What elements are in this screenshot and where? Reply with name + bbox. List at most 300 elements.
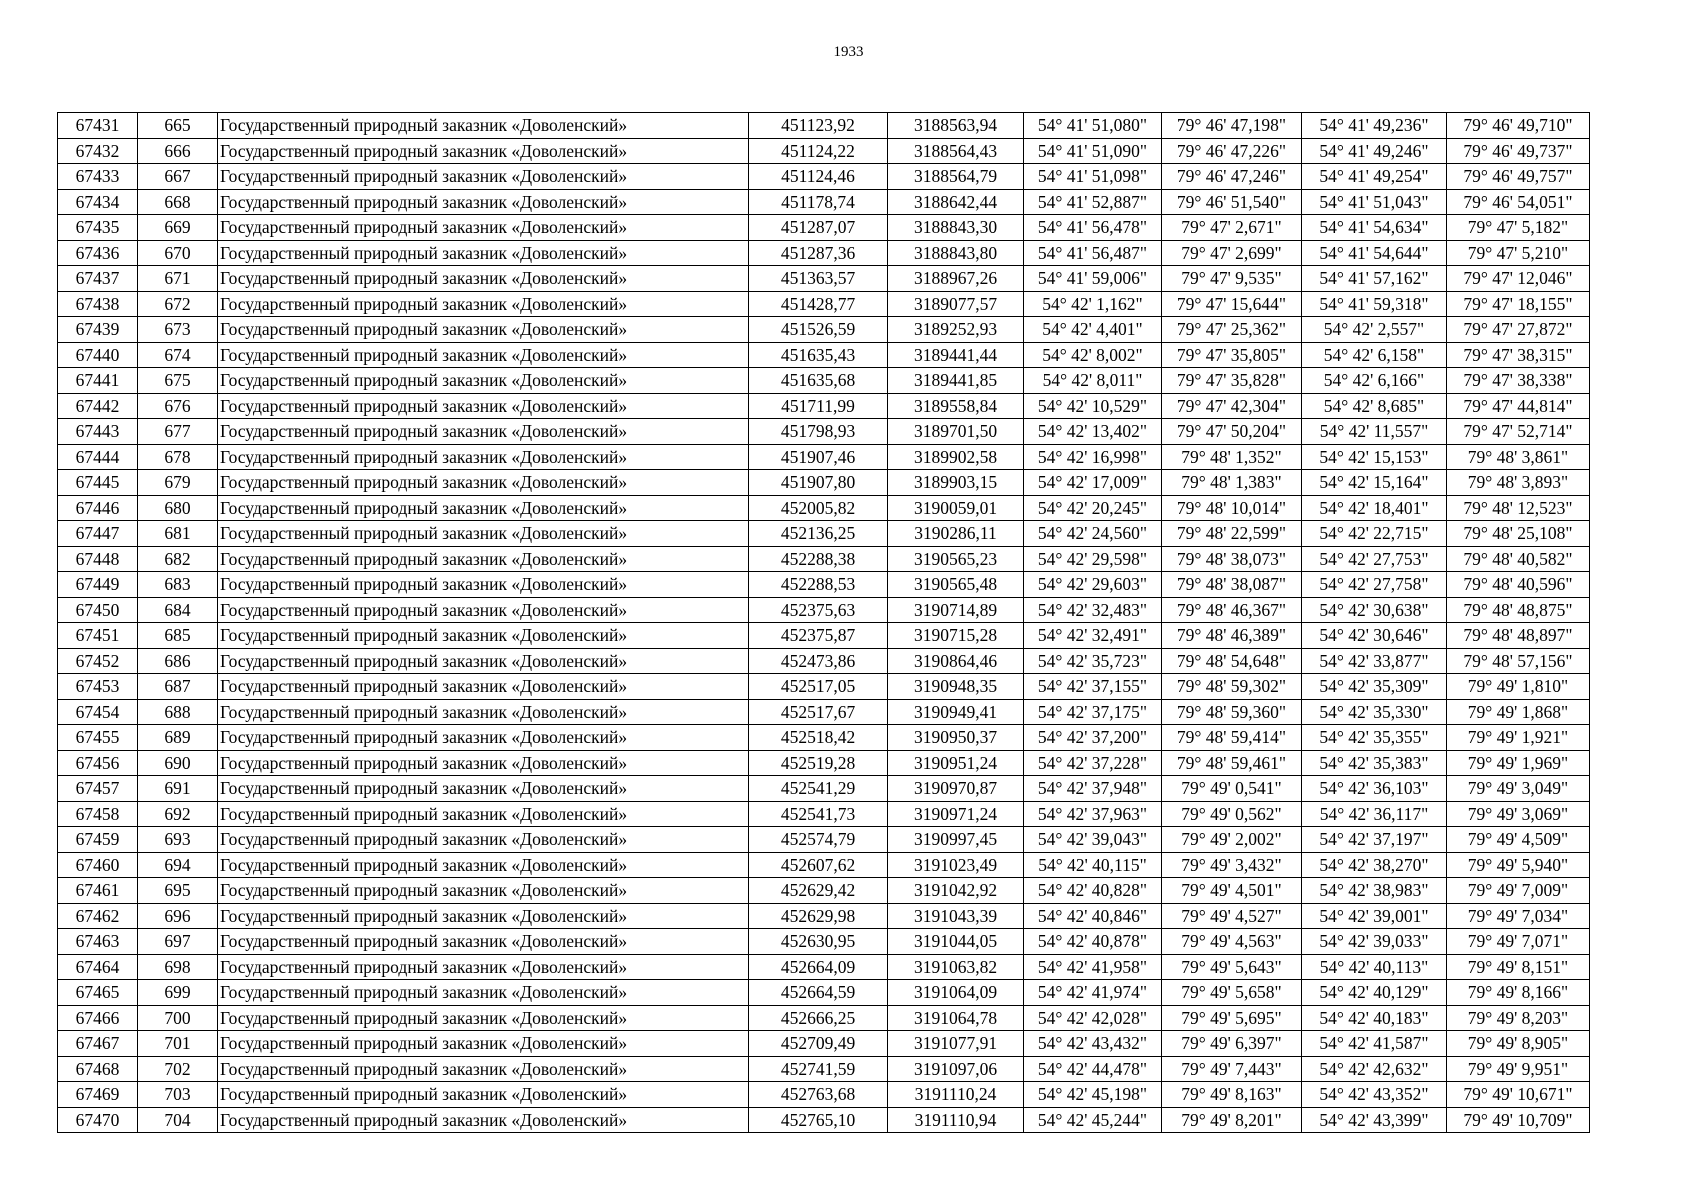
latitude-2-cell: 54° 41' 54,644" (1302, 240, 1447, 266)
area-name-cell: Государственный природный заказник «Доволенский» (218, 776, 749, 802)
x-coordinate-cell: 452375,63 (749, 597, 888, 623)
table-row (58, 699, 1590, 725)
latitude-1-cell: 54° 42' 40,878" (1024, 929, 1162, 955)
longitude-1-cell: 79° 48' 22,599" (1162, 521, 1302, 547)
x-coordinate-cell: 452517,67 (749, 699, 888, 725)
point-number-cell: 681 (138, 521, 218, 547)
point-number-cell: 666 (138, 138, 218, 164)
latitude-1-cell: 54° 41' 56,487" (1024, 240, 1162, 266)
longitude-2-cell: 79° 47' 52,714" (1447, 419, 1590, 445)
longitude-2-cell: 79° 49' 8,166" (1447, 980, 1590, 1006)
record-id-cell: 67458 (58, 801, 138, 827)
area-name-cell: Государственный природный заказник «Доволенский» (218, 623, 749, 649)
x-coordinate-cell: 452629,98 (749, 903, 888, 929)
table-row (58, 368, 1590, 394)
record-id-cell: 67441 (58, 368, 138, 394)
table-row (58, 954, 1590, 980)
table-row (58, 495, 1590, 521)
record-id-cell: 67431 (58, 113, 138, 139)
longitude-1-cell: 79° 48' 54,648" (1162, 648, 1302, 674)
y-coordinate-cell: 3190948,35 (888, 674, 1024, 700)
table-row (58, 444, 1590, 470)
area-name-cell: Государственный природный заказник «Доволенский» (218, 495, 749, 521)
latitude-2-cell: 54° 42' 11,557" (1302, 419, 1447, 445)
record-id-cell: 67452 (58, 648, 138, 674)
longitude-1-cell: 79° 48' 38,073" (1162, 546, 1302, 572)
longitude-2-cell: 79° 46' 54,051" (1447, 189, 1590, 215)
longitude-1-cell: 79° 47' 35,805" (1162, 342, 1302, 368)
point-number-cell: 693 (138, 827, 218, 853)
record-id-cell: 67466 (58, 1005, 138, 1031)
point-number-cell: 677 (138, 419, 218, 445)
point-number-cell: 694 (138, 852, 218, 878)
latitude-1-cell: 54° 42' 45,244" (1024, 1107, 1162, 1133)
latitude-1-cell: 54° 42' 17,009" (1024, 470, 1162, 496)
point-number-cell: 692 (138, 801, 218, 827)
latitude-1-cell: 54° 42' 29,598" (1024, 546, 1162, 572)
latitude-1-cell: 54° 41' 56,478" (1024, 215, 1162, 241)
area-name-cell: Государственный природный заказник «Доволенский» (218, 674, 749, 700)
area-name-cell: Государственный природный заказник «Доволенский» (218, 699, 749, 725)
record-id-cell: 67459 (58, 827, 138, 853)
area-name-cell: Государственный природный заказник «Доволенский» (218, 470, 749, 496)
latitude-2-cell: 54° 42' 39,033" (1302, 929, 1447, 955)
record-id-cell: 67437 (58, 266, 138, 292)
point-number-cell: 690 (138, 750, 218, 776)
point-number-cell: 679 (138, 470, 218, 496)
latitude-1-cell: 54° 42' 44,478" (1024, 1056, 1162, 1082)
area-name-cell: Государственный природный заказник «Доволенский» (218, 903, 749, 929)
y-coordinate-cell: 3189441,85 (888, 368, 1024, 394)
latitude-1-cell: 54° 42' 40,828" (1024, 878, 1162, 904)
area-name-cell: Государственный природный заказник «Доволенский» (218, 266, 749, 292)
latitude-2-cell: 54° 42' 37,197" (1302, 827, 1447, 853)
latitude-1-cell: 54° 42' 37,155" (1024, 674, 1162, 700)
y-coordinate-cell: 3190565,48 (888, 572, 1024, 598)
latitude-1-cell: 54° 42' 45,198" (1024, 1082, 1162, 1108)
table-row (58, 317, 1590, 343)
longitude-1-cell: 79° 48' 1,352" (1162, 444, 1302, 470)
point-number-cell: 689 (138, 725, 218, 751)
longitude-2-cell: 79° 49' 1,868" (1447, 699, 1590, 725)
table-row (58, 623, 1590, 649)
y-coordinate-cell: 3188843,30 (888, 215, 1024, 241)
x-coordinate-cell: 452541,73 (749, 801, 888, 827)
longitude-2-cell: 79° 49' 7,071" (1447, 929, 1590, 955)
area-name-cell: Государственный природный заказник «Доволенский» (218, 572, 749, 598)
record-id-cell: 67444 (58, 444, 138, 470)
x-coordinate-cell: 452666,25 (749, 1005, 888, 1031)
longitude-2-cell: 79° 49' 10,671" (1447, 1082, 1590, 1108)
latitude-1-cell: 54° 42' 32,491" (1024, 623, 1162, 649)
y-coordinate-cell: 3189558,84 (888, 393, 1024, 419)
longitude-2-cell: 79° 49' 7,009" (1447, 878, 1590, 904)
y-coordinate-cell: 3190997,45 (888, 827, 1024, 853)
latitude-1-cell: 54° 42' 40,115" (1024, 852, 1162, 878)
x-coordinate-cell: 451526,59 (749, 317, 888, 343)
x-coordinate-cell: 452664,59 (749, 980, 888, 1006)
latitude-2-cell: 54° 41' 54,634" (1302, 215, 1447, 241)
longitude-1-cell: 79° 46' 47,226" (1162, 138, 1302, 164)
latitude-2-cell: 54° 42' 8,685" (1302, 393, 1447, 419)
point-number-cell: 685 (138, 623, 218, 649)
latitude-1-cell: 54° 42' 8,011" (1024, 368, 1162, 394)
x-coordinate-cell: 451711,99 (749, 393, 888, 419)
table-row (58, 980, 1590, 1006)
longitude-1-cell: 79° 46' 47,198" (1162, 113, 1302, 139)
table-row (58, 878, 1590, 904)
longitude-1-cell: 79° 49' 8,201" (1162, 1107, 1302, 1133)
latitude-1-cell: 54° 42' 41,974" (1024, 980, 1162, 1006)
record-id-cell: 67446 (58, 495, 138, 521)
area-name-cell: Государственный природный заказник «Доволенский» (218, 189, 749, 215)
record-id-cell: 67470 (58, 1107, 138, 1133)
y-coordinate-cell: 3189077,57 (888, 291, 1024, 317)
record-id-cell: 67435 (58, 215, 138, 241)
record-id-cell: 67433 (58, 164, 138, 190)
area-name-cell: Государственный природный заказник «Доволенский» (218, 1005, 749, 1031)
longitude-2-cell: 79° 49' 8,905" (1447, 1031, 1590, 1057)
area-name-cell: Государственный природный заказник «Доволенский» (218, 215, 749, 241)
table-row (58, 240, 1590, 266)
longitude-2-cell: 79° 49' 8,151" (1447, 954, 1590, 980)
record-id-cell: 67467 (58, 1031, 138, 1057)
latitude-1-cell: 54° 42' 1,162" (1024, 291, 1162, 317)
point-number-cell: 674 (138, 342, 218, 368)
y-coordinate-cell: 3190951,24 (888, 750, 1024, 776)
longitude-1-cell: 79° 49' 5,658" (1162, 980, 1302, 1006)
x-coordinate-cell: 451178,74 (749, 189, 888, 215)
point-number-cell: 704 (138, 1107, 218, 1133)
longitude-1-cell: 79° 49' 5,643" (1162, 954, 1302, 980)
record-id-cell: 67450 (58, 597, 138, 623)
record-id-cell: 67445 (58, 470, 138, 496)
longitude-2-cell: 79° 48' 3,893" (1447, 470, 1590, 496)
point-number-cell: 668 (138, 189, 218, 215)
longitude-1-cell: 79° 47' 35,828" (1162, 368, 1302, 394)
x-coordinate-cell: 452741,59 (749, 1056, 888, 1082)
area-name-cell: Государственный природный заказник «Доволенский» (218, 138, 749, 164)
point-number-cell: 676 (138, 393, 218, 419)
longitude-2-cell: 79° 47' 18,155" (1447, 291, 1590, 317)
latitude-1-cell: 54° 42' 37,200" (1024, 725, 1162, 751)
table-row (58, 138, 1590, 164)
point-number-cell: 697 (138, 929, 218, 955)
area-name-cell: Государственный природный заказник «Доволенский» (218, 1031, 749, 1057)
latitude-1-cell: 54° 41' 51,098" (1024, 164, 1162, 190)
longitude-2-cell: 79° 48' 40,596" (1447, 572, 1590, 598)
point-number-cell: 672 (138, 291, 218, 317)
point-number-cell: 686 (138, 648, 218, 674)
longitude-1-cell: 79° 48' 59,461" (1162, 750, 1302, 776)
area-name-cell: Государственный природный заказник «Доволенский» (218, 648, 749, 674)
y-coordinate-cell: 3191064,78 (888, 1005, 1024, 1031)
latitude-1-cell: 54° 42' 37,963" (1024, 801, 1162, 827)
latitude-2-cell: 54° 42' 27,758" (1302, 572, 1447, 598)
area-name-cell: Государственный природный заказник «Доволенский» (218, 878, 749, 904)
y-coordinate-cell: 3191023,49 (888, 852, 1024, 878)
latitude-1-cell: 54° 42' 13,402" (1024, 419, 1162, 445)
x-coordinate-cell: 452574,79 (749, 827, 888, 853)
latitude-1-cell: 54° 42' 10,529" (1024, 393, 1162, 419)
latitude-2-cell: 54° 41' 49,254" (1302, 164, 1447, 190)
latitude-1-cell: 54° 42' 4,401" (1024, 317, 1162, 343)
latitude-2-cell: 54° 42' 15,164" (1302, 470, 1447, 496)
longitude-1-cell: 79° 48' 59,360" (1162, 699, 1302, 725)
x-coordinate-cell: 451907,80 (749, 470, 888, 496)
area-name-cell: Государственный природный заказник «Доволенский» (218, 929, 749, 955)
longitude-1-cell: 79° 49' 0,541" (1162, 776, 1302, 802)
table-row (58, 546, 1590, 572)
point-number-cell: 703 (138, 1082, 218, 1108)
latitude-2-cell: 54° 42' 33,877" (1302, 648, 1447, 674)
longitude-1-cell: 79° 48' 59,414" (1162, 725, 1302, 751)
record-id-cell: 67443 (58, 419, 138, 445)
longitude-1-cell: 79° 48' 38,087" (1162, 572, 1302, 598)
table-row (58, 393, 1590, 419)
y-coordinate-cell: 3189252,93 (888, 317, 1024, 343)
latitude-2-cell: 54° 42' 35,309" (1302, 674, 1447, 700)
latitude-1-cell: 54° 42' 43,432" (1024, 1031, 1162, 1057)
latitude-2-cell: 54° 42' 36,117" (1302, 801, 1447, 827)
area-name-cell: Государственный природный заказник «Доволенский» (218, 1107, 749, 1133)
latitude-1-cell: 54° 42' 42,028" (1024, 1005, 1162, 1031)
longitude-1-cell: 79° 47' 25,362" (1162, 317, 1302, 343)
table-row (58, 648, 1590, 674)
longitude-1-cell: 79° 48' 1,383" (1162, 470, 1302, 496)
table-row (58, 215, 1590, 241)
y-coordinate-cell: 3189441,44 (888, 342, 1024, 368)
y-coordinate-cell: 3190864,46 (888, 648, 1024, 674)
x-coordinate-cell: 451798,93 (749, 419, 888, 445)
longitude-2-cell: 79° 48' 25,108" (1447, 521, 1590, 547)
longitude-2-cell: 79° 46' 49,757" (1447, 164, 1590, 190)
y-coordinate-cell: 3191110,24 (888, 1082, 1024, 1108)
latitude-2-cell: 54° 42' 6,166" (1302, 368, 1447, 394)
table-row (58, 342, 1590, 368)
latitude-1-cell: 54° 41' 52,887" (1024, 189, 1162, 215)
record-id-cell: 67462 (58, 903, 138, 929)
y-coordinate-cell: 3190971,24 (888, 801, 1024, 827)
x-coordinate-cell: 451363,57 (749, 266, 888, 292)
y-coordinate-cell: 3188564,79 (888, 164, 1024, 190)
latitude-2-cell: 54° 42' 15,153" (1302, 444, 1447, 470)
table-row (58, 1082, 1590, 1108)
point-number-cell: 699 (138, 980, 218, 1006)
latitude-1-cell: 54° 42' 8,002" (1024, 342, 1162, 368)
y-coordinate-cell: 3188564,43 (888, 138, 1024, 164)
point-number-cell: 696 (138, 903, 218, 929)
x-coordinate-cell: 452607,62 (749, 852, 888, 878)
area-name-cell: Государственный природный заказник «Доволенский» (218, 725, 749, 751)
point-number-cell: 678 (138, 444, 218, 470)
table-row (58, 597, 1590, 623)
table-row (58, 852, 1590, 878)
y-coordinate-cell: 3191077,91 (888, 1031, 1024, 1057)
x-coordinate-cell: 452519,28 (749, 750, 888, 776)
x-coordinate-cell: 452709,49 (749, 1031, 888, 1057)
longitude-2-cell: 79° 49' 5,940" (1447, 852, 1590, 878)
point-number-cell: 669 (138, 215, 218, 241)
latitude-2-cell: 54° 42' 18,401" (1302, 495, 1447, 521)
latitude-1-cell: 54° 42' 37,175" (1024, 699, 1162, 725)
record-id-cell: 67468 (58, 1056, 138, 1082)
x-coordinate-cell: 452629,42 (749, 878, 888, 904)
table-row (58, 291, 1590, 317)
y-coordinate-cell: 3191063,82 (888, 954, 1024, 980)
point-number-cell: 673 (138, 317, 218, 343)
longitude-1-cell: 79° 49' 6,397" (1162, 1031, 1302, 1057)
latitude-2-cell: 54° 41' 49,236" (1302, 113, 1447, 139)
area-name-cell: Государственный природный заказник «Доволенский» (218, 546, 749, 572)
latitude-1-cell: 54° 42' 39,043" (1024, 827, 1162, 853)
latitude-1-cell: 54° 42' 37,228" (1024, 750, 1162, 776)
latitude-1-cell: 54° 42' 37,948" (1024, 776, 1162, 802)
y-coordinate-cell: 3190059,01 (888, 495, 1024, 521)
area-name-cell: Государственный природный заказник «Доволенский» (218, 164, 749, 190)
latitude-2-cell: 54° 42' 43,399" (1302, 1107, 1447, 1133)
longitude-2-cell: 79° 47' 5,182" (1447, 215, 1590, 241)
longitude-1-cell: 79° 49' 7,443" (1162, 1056, 1302, 1082)
table-row (58, 776, 1590, 802)
table-row (58, 827, 1590, 853)
longitude-1-cell: 79° 49' 0,562" (1162, 801, 1302, 827)
record-id-cell: 67461 (58, 878, 138, 904)
area-name-cell: Государственный природный заказник «Доволенский» (218, 113, 749, 139)
x-coordinate-cell: 452630,95 (749, 929, 888, 955)
area-name-cell: Государственный природный заказник «Доволенский» (218, 342, 749, 368)
latitude-2-cell: 54° 41' 51,043" (1302, 189, 1447, 215)
y-coordinate-cell: 3189902,58 (888, 444, 1024, 470)
record-id-cell: 67440 (58, 342, 138, 368)
longitude-2-cell: 79° 49' 4,509" (1447, 827, 1590, 853)
x-coordinate-cell: 452136,25 (749, 521, 888, 547)
coordinates-table (57, 112, 1590, 1133)
longitude-1-cell: 79° 46' 47,246" (1162, 164, 1302, 190)
latitude-2-cell: 54° 42' 27,753" (1302, 546, 1447, 572)
record-id-cell: 67442 (58, 393, 138, 419)
longitude-1-cell: 79° 47' 9,535" (1162, 266, 1302, 292)
longitude-1-cell: 79° 49' 4,563" (1162, 929, 1302, 955)
table-row (58, 164, 1590, 190)
y-coordinate-cell: 3190950,37 (888, 725, 1024, 751)
y-coordinate-cell: 3191097,06 (888, 1056, 1024, 1082)
point-number-cell: 691 (138, 776, 218, 802)
longitude-2-cell: 79° 49' 1,810" (1447, 674, 1590, 700)
record-id-cell: 67447 (58, 521, 138, 547)
record-id-cell: 67439 (58, 317, 138, 343)
longitude-2-cell: 79° 49' 1,921" (1447, 725, 1590, 751)
longitude-2-cell: 79° 47' 12,046" (1447, 266, 1590, 292)
area-name-cell: Государственный природный заказник «Доволенский» (218, 368, 749, 394)
longitude-2-cell: 79° 49' 7,034" (1447, 903, 1590, 929)
area-name-cell: Государственный природный заказник «Доволенский» (218, 801, 749, 827)
table-row (58, 189, 1590, 215)
longitude-2-cell: 79° 47' 38,338" (1447, 368, 1590, 394)
point-number-cell: 683 (138, 572, 218, 598)
point-number-cell: 688 (138, 699, 218, 725)
record-id-cell: 67451 (58, 623, 138, 649)
table-row (58, 113, 1590, 139)
point-number-cell: 682 (138, 546, 218, 572)
longitude-2-cell: 79° 49' 3,069" (1447, 801, 1590, 827)
latitude-1-cell: 54° 42' 32,483" (1024, 597, 1162, 623)
x-coordinate-cell: 451287,07 (749, 215, 888, 241)
longitude-1-cell: 79° 48' 59,302" (1162, 674, 1302, 700)
area-name-cell: Государственный природный заказник «Доволенский» (218, 827, 749, 853)
record-id-cell: 67456 (58, 750, 138, 776)
area-name-cell: Государственный природный заказник «Доволенский» (218, 419, 749, 445)
x-coordinate-cell: 452518,42 (749, 725, 888, 751)
x-coordinate-cell: 452005,82 (749, 495, 888, 521)
table-row (58, 419, 1590, 445)
area-name-cell: Государственный природный заказник «Доволенский» (218, 240, 749, 266)
latitude-2-cell: 54° 42' 30,638" (1302, 597, 1447, 623)
latitude-2-cell: 54° 41' 57,162" (1302, 266, 1447, 292)
latitude-1-cell: 54° 42' 40,846" (1024, 903, 1162, 929)
x-coordinate-cell: 451635,43 (749, 342, 888, 368)
x-coordinate-cell: 451123,92 (749, 113, 888, 139)
y-coordinate-cell: 3189903,15 (888, 470, 1024, 496)
latitude-2-cell: 54° 42' 40,129" (1302, 980, 1447, 1006)
table-row (58, 903, 1590, 929)
point-number-cell: 701 (138, 1031, 218, 1057)
area-name-cell: Государственный природный заказник «Доволенский» (218, 750, 749, 776)
record-id-cell: 67449 (58, 572, 138, 598)
area-name-cell: Государственный природный заказник «Доволенский» (218, 393, 749, 419)
latitude-2-cell: 54° 42' 35,383" (1302, 750, 1447, 776)
longitude-2-cell: 79° 47' 5,210" (1447, 240, 1590, 266)
x-coordinate-cell: 452517,05 (749, 674, 888, 700)
x-coordinate-cell: 452664,09 (749, 954, 888, 980)
area-name-cell: Государственный природный заказник «Доволенский» (218, 291, 749, 317)
area-name-cell: Государственный природный заказник «Доволенский» (218, 521, 749, 547)
record-id-cell: 67432 (58, 138, 138, 164)
longitude-2-cell: 79° 46' 49,737" (1447, 138, 1590, 164)
longitude-2-cell: 79° 46' 49,710" (1447, 113, 1590, 139)
area-name-cell: Государственный природный заказник «Доволенский» (218, 980, 749, 1006)
longitude-2-cell: 79° 48' 40,582" (1447, 546, 1590, 572)
latitude-2-cell: 54° 42' 42,632" (1302, 1056, 1447, 1082)
record-id-cell: 67469 (58, 1082, 138, 1108)
table-row (58, 470, 1590, 496)
area-name-cell: Государственный природный заказник «Доволенский» (218, 597, 749, 623)
latitude-1-cell: 54° 42' 29,603" (1024, 572, 1162, 598)
latitude-2-cell: 54° 42' 40,113" (1302, 954, 1447, 980)
longitude-1-cell: 79° 49' 8,163" (1162, 1082, 1302, 1108)
x-coordinate-cell: 451428,77 (749, 291, 888, 317)
latitude-2-cell: 54° 41' 49,246" (1302, 138, 1447, 164)
table-row (58, 725, 1590, 751)
longitude-1-cell: 79° 49' 2,002" (1162, 827, 1302, 853)
latitude-1-cell: 54° 41' 51,080" (1024, 113, 1162, 139)
page-number: 1933 (833, 44, 864, 60)
latitude-1-cell: 54° 42' 41,958" (1024, 954, 1162, 980)
longitude-2-cell: 79° 49' 10,709" (1447, 1107, 1590, 1133)
point-number-cell: 695 (138, 878, 218, 904)
latitude-2-cell: 54° 42' 38,983" (1302, 878, 1447, 904)
point-number-cell: 665 (138, 113, 218, 139)
latitude-1-cell: 54° 42' 16,998" (1024, 444, 1162, 470)
table-row (58, 1031, 1590, 1057)
record-id-cell: 67455 (58, 725, 138, 751)
area-name-cell: Государственный природный заказник «Доволенский» (218, 1082, 749, 1108)
latitude-2-cell: 54° 42' 38,270" (1302, 852, 1447, 878)
table-row (58, 929, 1590, 955)
table-row (58, 1056, 1590, 1082)
x-coordinate-cell: 452375,87 (749, 623, 888, 649)
longitude-2-cell: 79° 48' 3,861" (1447, 444, 1590, 470)
